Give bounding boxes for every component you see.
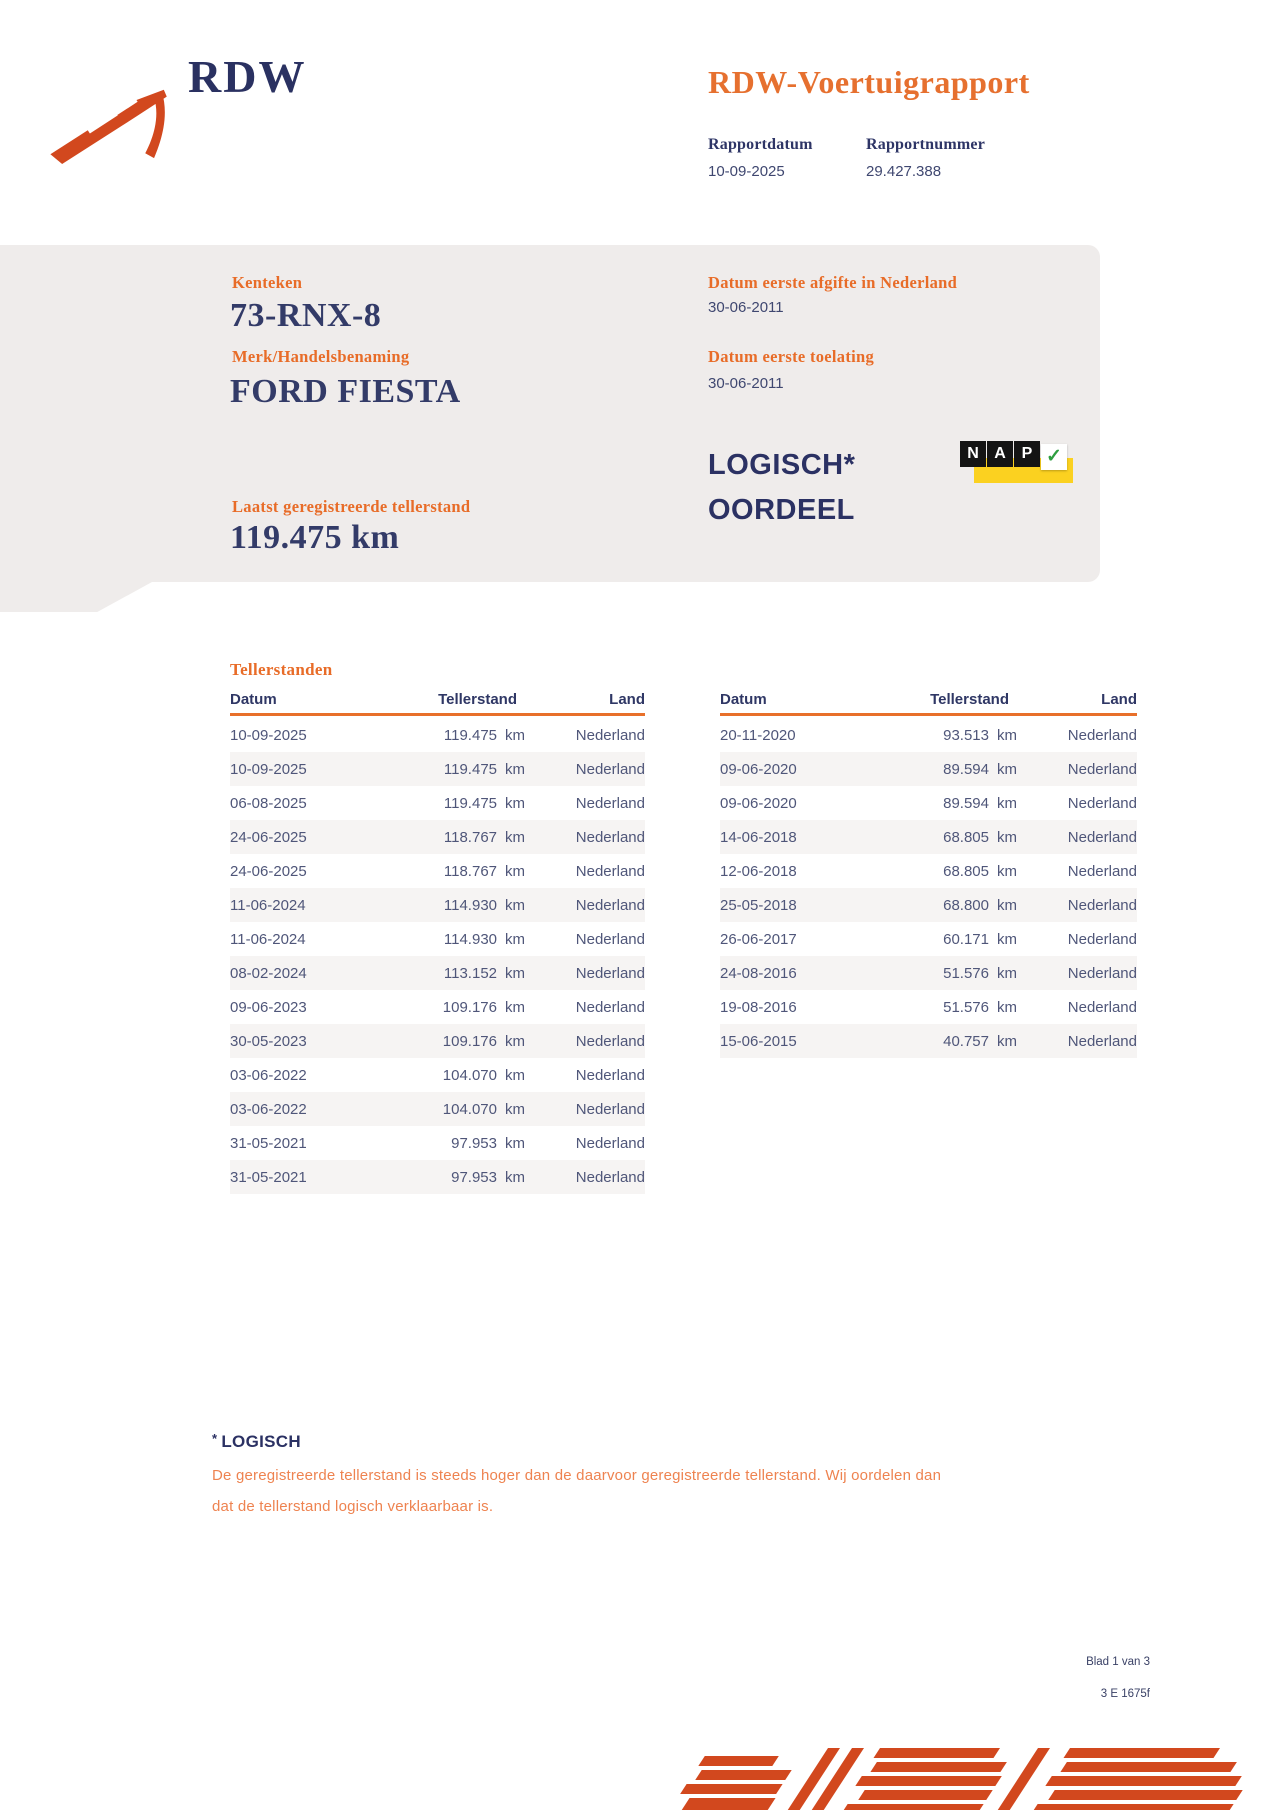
cell-tellerstand: 114.930: [443, 930, 497, 948]
cell-unit: km: [505, 794, 525, 812]
cell-tellerstand: 68.805: [943, 862, 989, 880]
merk-value: FORD FIESTA: [230, 373, 461, 410]
cell-unit: km: [505, 1134, 525, 1152]
tellerstand-row: [230, 820, 645, 854]
cell-tellerstand: 113.152: [443, 964, 497, 982]
table-header: [230, 686, 645, 716]
cell-tellerstand: 109.176: [442, 998, 497, 1016]
rdw-stripes-decoration-icon: [640, 1748, 1280, 1810]
cell-datum: 15-06-2015: [720, 1032, 797, 1050]
explanation-line-1: De geregistreerde tellerstand is steeds hoger dan de daarvoor geregistreerde tellerstand. Wij oordelen dan: [212, 1467, 942, 1484]
cell-unit: km: [997, 862, 1017, 880]
oordeel-line1: LOGISCH*: [708, 449, 856, 481]
cell-land: Nederland: [575, 930, 645, 948]
report-date-label: Rapportdatum: [708, 136, 813, 153]
nap-letter-p: P: [1014, 441, 1040, 467]
col-header-land: Land: [1101, 691, 1137, 708]
cell-tellerstand: 104.070: [442, 1100, 497, 1118]
col-header-land: Land: [609, 691, 645, 708]
tellerstand-row: [720, 990, 1137, 1024]
cell-land: Nederland: [575, 1066, 645, 1084]
cell-datum: 14-06-2018: [720, 828, 797, 846]
cell-unit: km: [505, 828, 525, 846]
tellerstand-row: [720, 888, 1137, 922]
tellerstand-row: [230, 990, 645, 1024]
tellerstand-row: [720, 1024, 1137, 1058]
cell-land: Nederland: [1067, 862, 1137, 880]
tellerstand-row: [720, 820, 1137, 854]
report-number-label: Rapportnummer: [866, 136, 986, 153]
cell-datum: 10-09-2025: [230, 760, 307, 778]
tellerstand-row: [230, 1058, 645, 1092]
cell-datum: 03-06-2022: [230, 1100, 307, 1118]
cell-land: Nederland: [1067, 930, 1137, 948]
tellerstand-row: [230, 1160, 645, 1194]
cell-land: Nederland: [1067, 1032, 1137, 1050]
cell-land: Nederland: [575, 1100, 645, 1118]
cell-unit: km: [505, 726, 525, 744]
cell-datum: 06-08-2025: [230, 794, 307, 812]
cell-land: Nederland: [575, 998, 645, 1016]
cell-tellerstand: 118.767: [443, 862, 497, 880]
cell-datum: 09-06-2023: [230, 998, 307, 1016]
cell-tellerstand: 51.576: [943, 998, 989, 1016]
tellerstand-row: [230, 786, 645, 820]
col-header-datum: Datum: [230, 691, 277, 708]
cell-tellerstand: 119.475: [443, 794, 497, 812]
laatste-tellerstand-label: Laatst geregistreerde tellerstand: [232, 497, 471, 516]
cell-tellerstand: 68.800: [943, 896, 989, 914]
cell-unit: km: [997, 896, 1017, 914]
eerste-toelating-label: Datum eerste toelating: [708, 347, 875, 366]
cell-land: Nederland: [575, 896, 645, 914]
cell-datum: 03-06-2022: [230, 1066, 307, 1084]
cell-unit: km: [997, 794, 1017, 812]
cell-unit: km: [505, 1032, 525, 1050]
cell-land: Nederland: [1067, 760, 1137, 778]
cell-datum: 11-06-2024: [230, 930, 306, 948]
tellerstand-row: [230, 922, 645, 956]
col-header-tellerstand: Tellerstand: [438, 691, 517, 708]
tellerstand-row: [230, 752, 645, 786]
cell-unit: km: [997, 828, 1017, 846]
cell-tellerstand: 97.953: [451, 1168, 497, 1186]
nap-check-icon: ✓: [1041, 444, 1067, 470]
vehicle-summary-panel: [0, 245, 1100, 582]
cell-datum: 10-09-2025: [230, 726, 307, 744]
tellerstand-row: [230, 1126, 645, 1160]
cell-datum: 31-05-2021: [230, 1168, 307, 1186]
cell-land: Nederland: [575, 1032, 645, 1050]
merk-label: Merk/Handelsbenaming: [232, 347, 410, 366]
cell-land: Nederland: [575, 760, 645, 778]
cell-tellerstand: 119.475: [443, 760, 497, 778]
cell-land: Nederland: [575, 964, 645, 982]
cell-datum: 11-06-2024: [230, 896, 306, 914]
table-header: [720, 686, 1137, 716]
cell-unit: km: [505, 896, 525, 914]
page-title: RDW-Voertuigrapport: [708, 64, 1030, 100]
cell-tellerstand: 89.594: [943, 760, 989, 778]
tellerstand-row: [230, 1092, 645, 1126]
nap-logo: [960, 441, 1074, 489]
cell-tellerstand: 97.953: [451, 1134, 497, 1152]
cell-datum: 30-05-2023: [230, 1032, 307, 1050]
cell-unit: km: [505, 1066, 525, 1084]
cell-datum: 08-02-2024: [230, 964, 307, 982]
cell-unit: km: [505, 862, 525, 880]
cell-unit: km: [997, 930, 1017, 948]
explanation-line-2: dat de tellerstand logisch verklaarbaar is.: [212, 1498, 494, 1515]
tellerstand-row: [720, 786, 1137, 820]
tellerstanden-table-right: [720, 686, 1137, 1058]
col-header-datum: Datum: [720, 691, 767, 708]
cell-tellerstand: 89.594: [943, 794, 989, 812]
cell-datum: 19-08-2016: [720, 998, 797, 1016]
cell-tellerstand: 119.475: [443, 726, 497, 744]
laatste-tellerstand-value: 119.475 km: [230, 519, 400, 556]
cell-land: Nederland: [575, 794, 645, 812]
kenteken-value: 73-RNX-8: [230, 297, 382, 334]
cell-datum: 24-06-2025: [230, 862, 307, 880]
cell-tellerstand: 114.930: [443, 896, 497, 914]
cell-land: Nederland: [1067, 726, 1137, 744]
cell-land: Nederland: [1067, 964, 1137, 982]
cell-datum: 12-06-2018: [720, 862, 797, 880]
rdw-wing-logo-icon: [48, 78, 176, 166]
cell-datum: 24-08-2016: [720, 964, 797, 982]
cell-land: Nederland: [575, 726, 645, 744]
col-header-tellerstand: Tellerstand: [930, 691, 1009, 708]
cell-land: Nederland: [575, 862, 645, 880]
tellerstand-row: [230, 854, 645, 888]
tellerstanden-heading: Tellerstanden: [230, 660, 333, 679]
tellerstand-row: [720, 922, 1137, 956]
tellerstand-row: [720, 718, 1137, 752]
cell-unit: km: [505, 998, 525, 1016]
cell-datum: 24-06-2025: [230, 828, 307, 846]
footer-page-number: Blad 1 van 3: [0, 1656, 1150, 1810]
cell-unit: km: [997, 964, 1017, 982]
cell-datum: 09-06-2020: [720, 794, 797, 812]
cell-unit: km: [505, 760, 525, 778]
tellerstand-row: [230, 718, 645, 752]
cell-datum: 25-05-2018: [720, 896, 797, 914]
cell-land: Nederland: [575, 1134, 645, 1152]
cell-unit: km: [997, 998, 1017, 1016]
report-number-value: 29.427.388: [866, 163, 942, 180]
eerste-toelating-value: 30-06-2011: [708, 375, 784, 392]
cell-land: Nederland: [575, 1168, 645, 1186]
tellerstand-row: [720, 854, 1137, 888]
cell-tellerstand: 40.757: [943, 1032, 989, 1050]
cell-datum: 31-05-2021: [230, 1134, 307, 1152]
cell-tellerstand: 104.070: [442, 1066, 497, 1084]
nap-letter-n: N: [960, 441, 986, 467]
cell-land: Nederland: [1067, 794, 1137, 812]
cell-unit: km: [505, 930, 525, 948]
cell-datum: 20-11-2020: [720, 726, 796, 744]
cell-land: Nederland: [575, 828, 645, 846]
eerste-afgifte-value: 30-06-2011: [708, 299, 784, 316]
cell-tellerstand: 93.513: [943, 726, 989, 744]
cell-unit: km: [997, 726, 1017, 744]
tellerstand-row: [230, 1024, 645, 1058]
cell-tellerstand: 109.176: [442, 1032, 497, 1050]
cell-unit: km: [505, 964, 525, 982]
cell-unit: km: [505, 1100, 525, 1118]
logisch-heading-text: LOGISCH: [221, 1432, 301, 1451]
cell-land: Nederland: [1067, 998, 1137, 1016]
cell-tellerstand: 60.171: [943, 930, 989, 948]
cell-datum: 09-06-2020: [720, 760, 797, 778]
cell-land: Nederland: [1067, 896, 1137, 914]
footer-form-code: 3 E 1675f: [1100, 1688, 1150, 1700]
cell-land: Nederland: [1067, 828, 1137, 846]
brand-wordmark: RDW: [188, 51, 307, 102]
cell-datum: 26-06-2017: [720, 930, 797, 948]
nap-letter-a: A: [987, 441, 1013, 467]
logisch-explanation-heading: [212, 1431, 301, 1452]
cell-tellerstand: 118.767: [443, 828, 497, 846]
cell-unit: km: [997, 760, 1017, 778]
tellerstanden-table-left: [230, 686, 645, 1194]
eerste-afgifte-label: Datum eerste afgifte in Nederland: [708, 273, 958, 292]
cell-tellerstand: 51.576: [943, 964, 989, 982]
tellerstand-row: [720, 956, 1137, 990]
tellerstand-row: [720, 752, 1137, 786]
cell-tellerstand: 68.805: [943, 828, 989, 846]
cell-unit: km: [997, 1032, 1017, 1050]
report-date-value: 10-09-2025: [708, 163, 785, 180]
asterisk-marker: *: [212, 1431, 218, 1446]
tellerstand-row: [230, 956, 645, 990]
cell-unit: km: [505, 1168, 525, 1186]
oordeel-verdict: [708, 443, 855, 533]
oordeel-line2: OORDEEL: [708, 494, 855, 526]
tellerstand-row: [230, 888, 645, 922]
kenteken-label: Kenteken: [232, 273, 303, 292]
